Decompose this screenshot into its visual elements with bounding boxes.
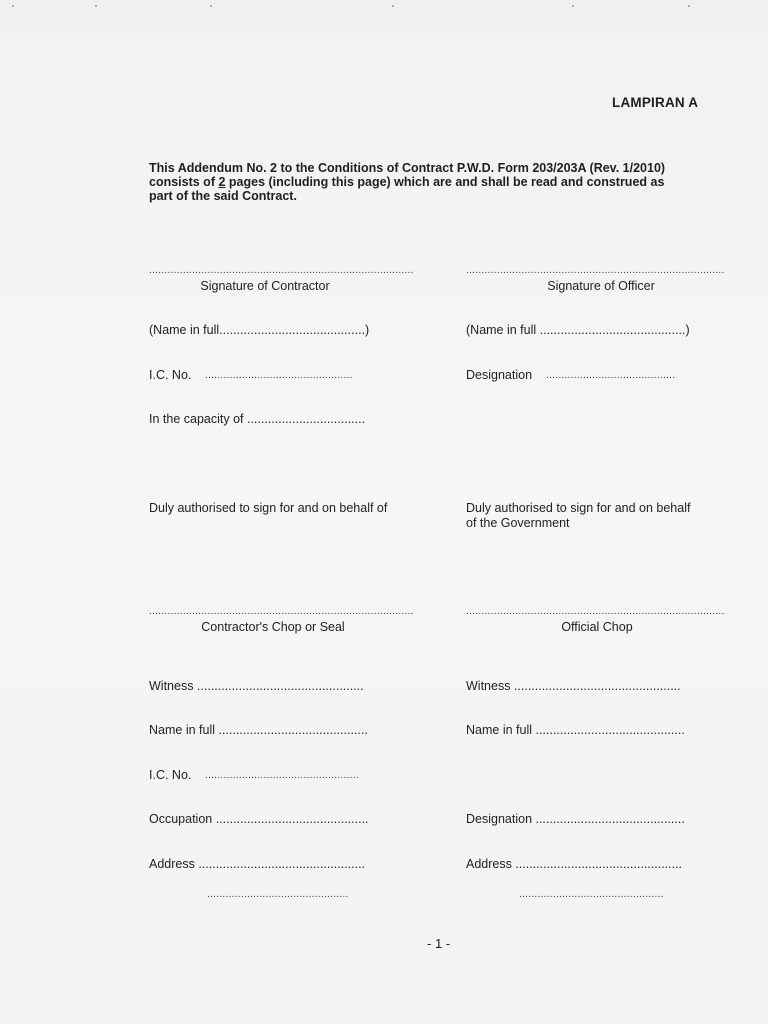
officer-authorised-line-2: of the Government [466,516,570,530]
officer-designation-field[interactable]: .......................................... [546,370,676,381]
intro-line-2-prefix: consists of [149,175,219,189]
contractor-witness-field[interactable]: Witness ................................................ [149,679,364,693]
witness-ic-field[interactable]: .................................................. [205,770,359,781]
intro-line-2-suffix: pages (including this page) which are and shall be read and construed as [225,175,665,189]
contractor-ic-label: I.C. No. [149,368,192,382]
official-chop-label: Official Chop [561,620,633,634]
officer-designation-label: Designation [466,368,533,382]
scan-dot [688,5,690,7]
officer-witness-address-field[interactable]: Address ................................................ [466,857,683,871]
contractor-name-field[interactable]: (Name in full..........................................) [149,323,370,337]
contractor-chop-line: ...................................................................................... [149,606,414,617]
contractor-signature-line: ...................................................................................... [149,265,414,276]
officer-witness-field[interactable]: Witness ................................................ [466,679,681,693]
witness-ic-label: I.C. No. [149,768,192,782]
officer-witness-name-field[interactable]: Name in full ........................................... [466,723,685,737]
contractor-signature-label: Signature of Contractor [200,279,330,293]
officer-name-field[interactable]: (Name in full ..........................................) [466,323,690,337]
intro-line-3: part of the said Contract. [149,189,297,203]
scan-dot [95,5,97,7]
scan-dot [12,5,14,7]
page-count: 2 [218,175,226,189]
officer-authorised-line-1: Duly authorised to sign for and on behalf [466,501,691,515]
document-heading: LAMPIRAN A [612,95,699,110]
page-number: - 1 - [427,936,451,951]
scan-dot [392,5,394,7]
intro-paragraph [149,161,714,203]
contractor-capacity-field[interactable]: In the capacity of .................................. [149,412,366,426]
scan-dot [210,5,212,7]
contractor-authorised-text: Duly authorised to sign for and on behalf of [149,501,388,515]
officer-signature-label: Signature of Officer [547,279,655,293]
official-chop-line: .................................................................................... [466,606,725,617]
officer-address-line-2[interactable]: ............................................... [519,889,664,900]
contractor-ic-field[interactable]: ................................................ [205,370,353,381]
officer-witness-designation-field[interactable]: Designation ........................................... [466,812,685,826]
scan-dot [572,5,574,7]
contractor-address-line-2[interactable]: .............................................. [207,889,349,900]
witness-occupation-field[interactable]: Occupation ............................................ [149,812,369,826]
intro-line-2 [149,175,714,189]
scan-artifact-dots [0,0,768,12]
intro-line-1: This Addendum No. 2 to the Conditions of Contract P.W.D. Form 203/203A (Rev. 1/2010) [149,161,666,175]
contractor-witness-address-field[interactable]: Address ................................................ [149,857,366,871]
contractor-witness-name-field[interactable]: Name in full ........................................... [149,723,368,737]
contractor-chop-label: Contractor's Chop or Seal [201,620,345,634]
officer-signature-line: .................................................................................... [466,265,725,276]
